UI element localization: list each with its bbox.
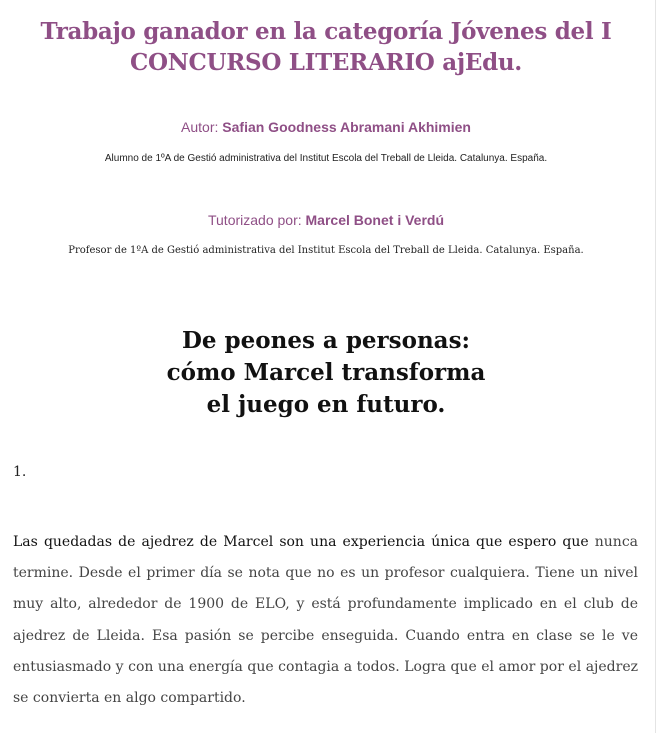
tutor-name: Marcel Bonet i Verdú <box>305 212 444 228</box>
author-label: Autor: <box>181 119 219 135</box>
author-line <box>12 119 640 135</box>
author-affiliation: Alumno de 1ºA de Gestió administrativa del Institut Escola del Treball de Lleida. Catalunya. España. <box>104 153 548 164</box>
essay-title-line-1: De peones a personas: <box>181 327 471 354</box>
author-name: Safian Goodness Abramani Akhimien <box>222 119 471 135</box>
paragraph-lead: Las quedadas de ajedrez de Marcel son una experiencia única que espero que <box>13 534 589 550</box>
essay-title-line-3: el juego en futuro. <box>206 391 446 418</box>
essay-paragraph <box>13 527 638 714</box>
page-edge-divider <box>655 0 669 733</box>
contest-heading: Trabajo ganador en la categoría Jóvenes del I CONCURSO LITERARIO ajEdu. <box>40 18 612 76</box>
section-number: 1. <box>13 464 27 480</box>
essay-title <box>12 325 640 421</box>
essay-title-line-2: cómo Marcel transforma <box>166 359 486 386</box>
tutor-label: Tutorizado por: <box>207 212 302 228</box>
tutor-affiliation: Profesor de 1ºA de Gestió administrativa del Institut Escola del Treball de Lleida. Catalunya. España. <box>68 245 584 256</box>
tutor-line <box>12 212 640 228</box>
paragraph-rest: nunca termine. Desde el primer día se nota que no es un profesor cualquiera. Tiene un nivel muy alto, alrededor de 1900 de ELO, y está profundamente implicado en el club de ajedrez de Lleida. Esa pasión se percibe enseguida. Cuando entra en clase se le ve entusiasmado y con una energía que contagia a todos. Logra que el amor por el ajedrez se convierta en algo compartido. <box>13 534 639 707</box>
